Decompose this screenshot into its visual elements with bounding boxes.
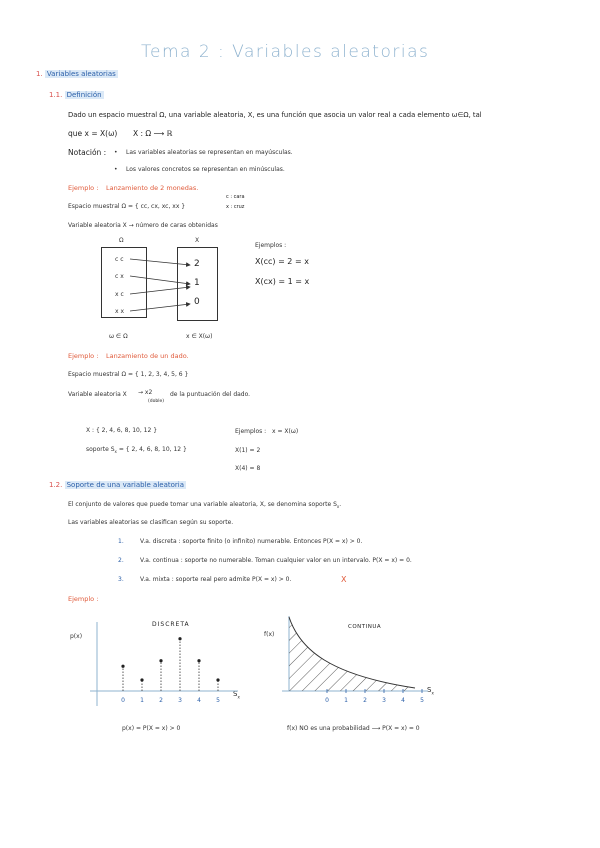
- discrete-tick-label: 2: [159, 697, 163, 704]
- definition-line-1: Dado un espacio muestral Ω, una variable aleatoria, X, es una función que asocia un valor real a cada elemento ω∈Ω, tal: [68, 111, 482, 119]
- continuous-caption: f(x) NO es una probabilidad ⟶ P(X = x) = 0: [287, 725, 420, 732]
- example-x1: X(1) = 2: [235, 447, 261, 454]
- discrete-xlabel-sub: x: [237, 694, 240, 700]
- class-1-number: 1.: [118, 538, 124, 545]
- support-definition: El conjunto de valores que puede tomar una variable aleatoria, X, se denomina soporte $S_x$.: [68, 501, 342, 510]
- class-3-mark: X: [341, 575, 347, 584]
- legend-cruz: x : cruz: [226, 204, 245, 210]
- support-definition-text: El conjunto de valores que puede tomar una variable aleatoria, X, se denomina soporte S: [68, 501, 337, 508]
- class-3-number: 3.: [118, 576, 124, 583]
- x-values: X : { 2, 4, 6, 8, 10, 12 }: [86, 427, 158, 434]
- definition-line-2b: X : Ω ⟶ ℝ: [133, 129, 173, 138]
- omega-label: Ω: [119, 237, 124, 244]
- class-1-text: V.a. discreta : soporte finito (o infinito) numerable. Entonces P(X = x) > 0.: [140, 538, 363, 545]
- example-xcx: X(cx) = 1 = x: [255, 277, 310, 286]
- discrete-tick-label: 1: [140, 697, 144, 704]
- codomain-item-1: 1: [194, 278, 200, 288]
- section-1-1-label: Definición: [66, 91, 102, 99]
- random-variable-2-sub: (doble): [148, 399, 164, 404]
- sample-space-2: Espacio muestral Ω = { 1, 2, 3, 4, 5, 6 }: [68, 371, 189, 378]
- continuous-tick-label: 4: [401, 697, 405, 704]
- example-x-equals: x = X(ω): [272, 428, 299, 435]
- example-x4: X(4) = 8: [235, 465, 261, 472]
- continuous-tick-label: 5: [420, 697, 424, 704]
- continuous-xlabel-sub: x: [431, 690, 434, 696]
- support-label: soporte S: [86, 446, 115, 453]
- notation-item-2: Los valores concretos se representan en minúsculas.: [126, 166, 285, 173]
- domain-item-xx: x x: [115, 308, 125, 315]
- continuous-tick-label: 3: [382, 697, 386, 704]
- section-1-number: 1.: [36, 70, 43, 78]
- continuous-chart-title: CONTINUA: [348, 624, 382, 630]
- legend-cara: c : cara: [226, 194, 245, 200]
- notation-item-1: Las variables aleatorias se representan en mayúsculas.: [126, 149, 293, 156]
- discrete-tick-label: 0: [121, 697, 125, 704]
- codomain-item-2: 2: [194, 259, 200, 269]
- example-xcc: X(cc) = 2 = x: [255, 257, 309, 266]
- support-sub: x: [114, 449, 117, 455]
- notation-bullet-1: •: [114, 149, 118, 156]
- example-3-label: Ejemplo :: [68, 595, 99, 603]
- class-2-text: V.a. continua : soporte no numerable. Toman cualquier valor en un intervalo. P(X = x) = 0.: [140, 557, 412, 564]
- classification-intro: Las variables aleatorias se clasifican según su soporte.: [68, 519, 234, 526]
- x-label: X: [195, 237, 200, 244]
- section-1-2-label: Soporte de una variable aleatoria: [66, 481, 184, 489]
- continuous-xlabel-text: S: [427, 686, 432, 694]
- discrete-tick-label: 4: [197, 697, 201, 704]
- domain-item-cx: c x: [115, 273, 124, 280]
- continuous-tick-label: 2: [363, 697, 367, 704]
- discrete-caption: p(x) = P(X = x) > 0: [122, 725, 181, 732]
- section-1-2-number: 1.2.: [49, 481, 63, 489]
- discrete-tick-label: 3: [178, 697, 182, 704]
- discrete-xlabel-text: S: [233, 690, 238, 698]
- random-variable-2b: → x2: [138, 389, 153, 396]
- page-title: Tema 2 : Variables aleatorias: [141, 42, 430, 62]
- class-2-number: 2.: [118, 557, 124, 564]
- example-2-label: Ejemplo :: [68, 352, 99, 360]
- example-2-text: Lanzamiento de un dado.: [106, 352, 189, 360]
- continuous-chart-ylabel: f(x): [264, 631, 275, 638]
- discrete-chart-ylabel: p(x): [70, 633, 83, 640]
- section-1-label: Variables aleatorias: [46, 70, 116, 78]
- random-variable-2c: de la puntuación del dado.: [170, 391, 251, 398]
- examples-label-1: Ejemplos :: [255, 242, 287, 249]
- section-1-1-number: 1.1.: [49, 91, 63, 99]
- domain-caption: ω ∈ Ω: [109, 333, 128, 340]
- class-3-text: V.a. mixta : soporte real pero admite P(X = x) > 0.: [140, 576, 292, 583]
- support-set: = { 2, 4, 6, 8, 10, 12 }: [118, 446, 187, 453]
- example-1-text: Lanzamiento de 2 monedas.: [106, 184, 199, 192]
- definition-line-2a: que x = X(ω): [68, 129, 118, 138]
- domain-item-xc: x c: [115, 291, 124, 298]
- sample-space-1: Espacio muestral Ω = { cc, cx, xc, xx }: [68, 203, 186, 210]
- continuous-tick-label: 0: [325, 697, 329, 704]
- notation-bullet-2: •: [114, 166, 118, 173]
- examples-label-2: Ejemplos :: [235, 428, 267, 435]
- support-definition-sub: x: [336, 504, 340, 510]
- continuous-tick-label: 1: [344, 697, 348, 704]
- notation-label: Notación :: [68, 148, 107, 157]
- codomain-item-0: 0: [194, 297, 200, 307]
- random-variable-2a: Variable aleatoria X: [68, 391, 127, 398]
- random-variable-1: Variable aleatoria X → número de caras obtenidas: [68, 222, 218, 229]
- domain-item-cc: c c: [115, 256, 124, 263]
- discrete-chart-title: DISCRETA: [152, 621, 190, 628]
- codomain-caption: x ∈ X(ω): [186, 333, 213, 340]
- discrete-tick-label: 5: [216, 697, 220, 704]
- continuous-density-area: [289, 617, 415, 691]
- example-1-label: Ejemplo :: [68, 184, 99, 192]
